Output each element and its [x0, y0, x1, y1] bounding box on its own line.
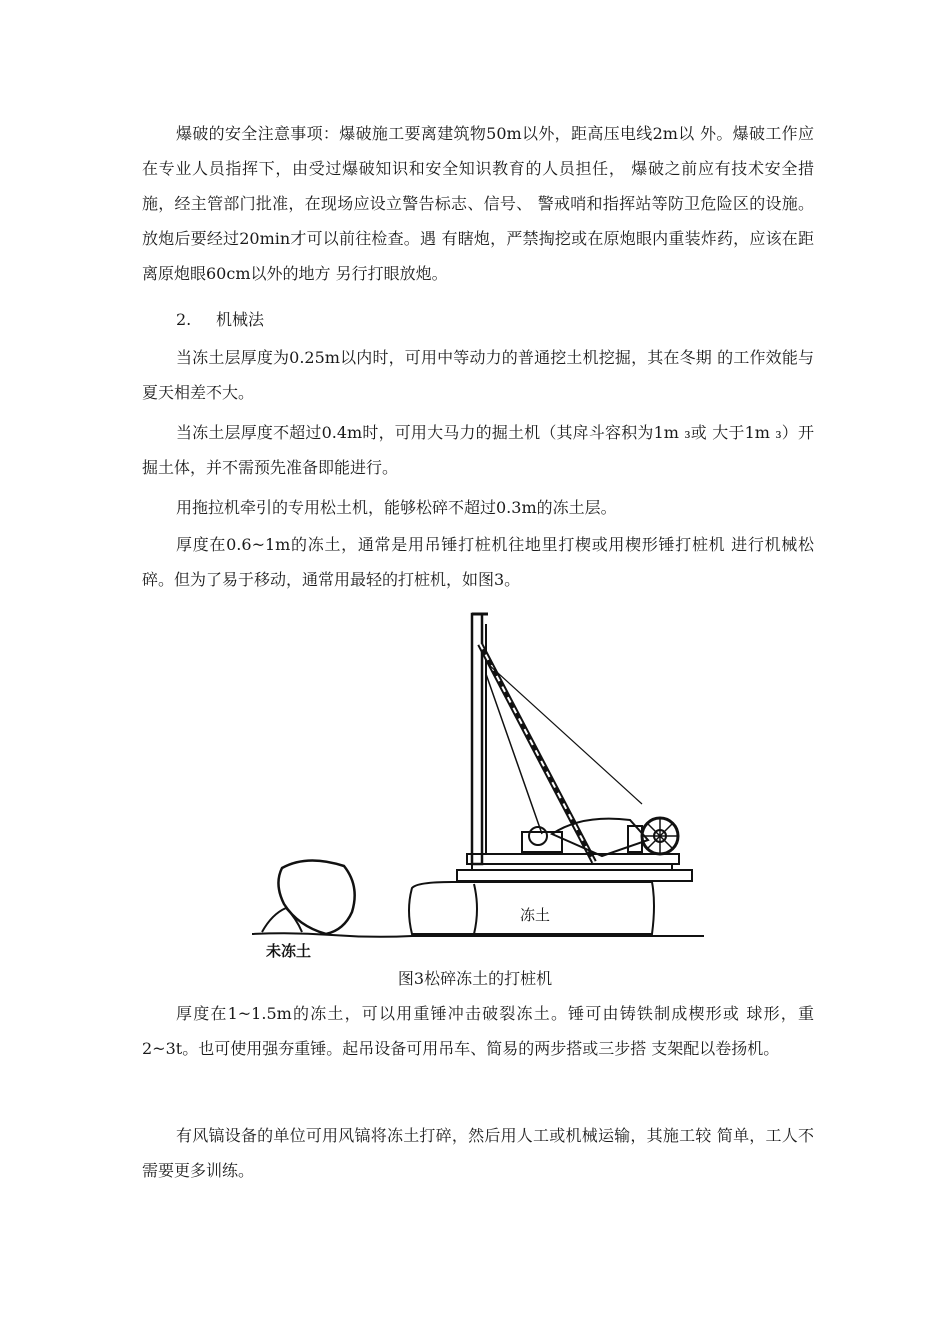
paragraph-04m: 当冻土层厚度不超过0.4m时，可用大马力的掘土机（其戽斗容积为1m ₃或 大于1m ₃）开掘土体，并不需预先准备即能进行。	[142, 423, 814, 477]
section-title: 机械法	[216, 310, 265, 329]
paragraph-06-1m: 厚度在0.6~1m的冻土，通常是用吊锤打桩机往地里打楔或用楔形锤打桩机 进行机械松碎。但为了易于移动，通常用最轻的打桩机，如图3。	[142, 535, 814, 589]
pile-driver-figure	[252, 604, 704, 964]
paragraph-ripper: 用拖拉机牵引的专用松土机，能够松碎不超过0.3m的冻土层。	[176, 498, 617, 517]
label-frozen-soil: 冻土	[520, 906, 551, 924]
label-unfrozen-soil: 未冻土	[266, 942, 312, 960]
paragraph-blasting-safety: 爆破的安全注意事项：爆破施工要离建筑物50m以外，距高压电线2m以 外。爆破工作应在专业人员指挥下，由受过爆破知识和安全知识教育的人员担任， 爆破之前应有技术安全措施，经主管部门批准，在现场应设立警告标志、信号、 警戒哨和指挥站等防卫危险区的设施。放炮后要经过20min才可以前往检查。遇 有瞎炮，严禁掏挖或在原炮眼内重装炸药，应该在距离原炮眼60cm以外的地方 另行打眼放炮。	[142, 124, 814, 283]
paragraph-pneumatic-pick: 有风镐设备的单位可用风镐将冻土打碎，然后用人工或机械运输，其施工较 简单，工人不需要更多训练。	[142, 1126, 814, 1180]
paragraph-025m: 当冻土层厚度为0.25m以内时，可用中等动力的普通挖土机挖掘，其在冬期 的工作效能与夏天相差不大。	[142, 348, 814, 402]
figure-caption: 图3松碎冻土的打桩机	[397, 969, 553, 988]
section-number: 2.	[176, 310, 192, 329]
paragraph-1-15m: 厚度在1~1.5m的冻土，可以用重锤冲击破裂冻土。锤可由铸铁制成楔形或 球形，重2~3t。也可使用强夯重锤。起吊设备可用吊车、简易的两步搭或三步搭 支架配以卷扬机。	[142, 1004, 814, 1058]
section-heading	[176, 302, 264, 337]
pile-driver-drawing	[252, 614, 704, 937]
